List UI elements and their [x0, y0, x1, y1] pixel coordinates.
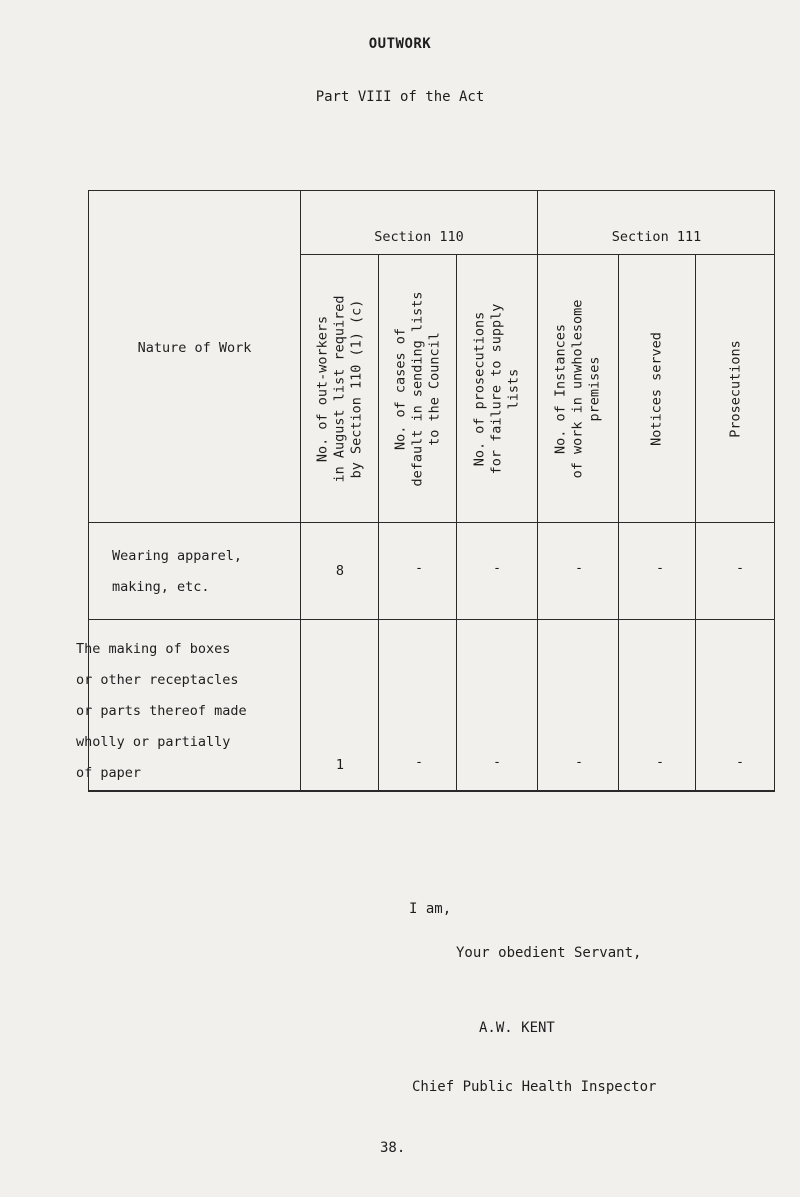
closing-line: I am, [409, 901, 452, 917]
row2-col4-value: - [575, 755, 583, 770]
row2-col2-cell [378, 619, 456, 792]
col1-header-cell [300, 254, 378, 522]
section-110-header-cell [300, 190, 537, 254]
col6-header: Prosecutions [727, 340, 744, 438]
col5-header: Notices served [648, 332, 665, 446]
row1-col4-cell [537, 522, 618, 619]
row1-col4-value: - [575, 561, 583, 576]
section-110-header: Section 110 [374, 229, 464, 245]
nature-header: Nature of Work [137, 340, 252, 356]
row2-col1-value: 1 [335, 757, 345, 773]
col6-header-cell [695, 254, 775, 522]
row1-col1-value: 8 [335, 563, 345, 579]
row1-col6-cell [695, 522, 775, 619]
outwork-table [76, 190, 775, 792]
closing-salutation: Your obedient Servant, [456, 945, 642, 961]
row1-col3-value: - [493, 561, 501, 576]
row2-nature: The making of boxes or other receptacles or parts thereof made wholly or partially of paper [76, 641, 247, 781]
row1-col5-value: - [656, 561, 664, 576]
col5-header-cell [618, 254, 695, 522]
col3-header: No. of prosecutions for failure to supply lists [471, 303, 522, 475]
col1-header: No. of out-workers in August list required by Section 110 (1) (c) [314, 295, 365, 483]
col4-header-cell [537, 254, 618, 522]
row2-col3-cell [456, 619, 537, 792]
col2-header: No. of cases of default in sending lists to the Council [392, 291, 443, 487]
row1-col2-value: - [415, 561, 423, 576]
table-row [76, 619, 300, 792]
page-heading: OUTWORK [368, 36, 432, 52]
row2-col3-value: - [493, 755, 501, 770]
signatory-title: Chief Public Health Inspector [412, 1079, 657, 1095]
row1-nature: Wearing apparel, making, etc. [112, 548, 243, 595]
row2-col1-cell [300, 619, 378, 792]
row1-col1-cell [300, 522, 378, 619]
row1-col6-value: - [736, 561, 744, 576]
nature-header-cell [88, 190, 300, 522]
row1-col5-cell [618, 522, 695, 619]
col4-header: No. of Instances of work in unwholesome premises [552, 299, 603, 479]
row2-col6-value: - [736, 755, 744, 770]
row1-col3-cell [456, 522, 537, 619]
page-number: 38. [380, 1140, 406, 1156]
section-111-header: Section 111 [611, 229, 702, 245]
row1-col2-cell [378, 522, 456, 619]
section-111-header-cell [537, 190, 775, 254]
page-subheading: Part VIII of the Act [315, 89, 485, 105]
col2-header-cell [378, 254, 456, 522]
col3-header-cell [456, 254, 537, 522]
row2-col5-value: - [656, 755, 664, 770]
row2-col2-value: - [415, 755, 423, 770]
row2-col5-cell [618, 619, 695, 792]
table-row [88, 522, 300, 619]
signatory-name: A.W. KENT [479, 1020, 555, 1036]
row2-col6-cell [695, 619, 775, 792]
row2-col4-cell [537, 619, 618, 792]
